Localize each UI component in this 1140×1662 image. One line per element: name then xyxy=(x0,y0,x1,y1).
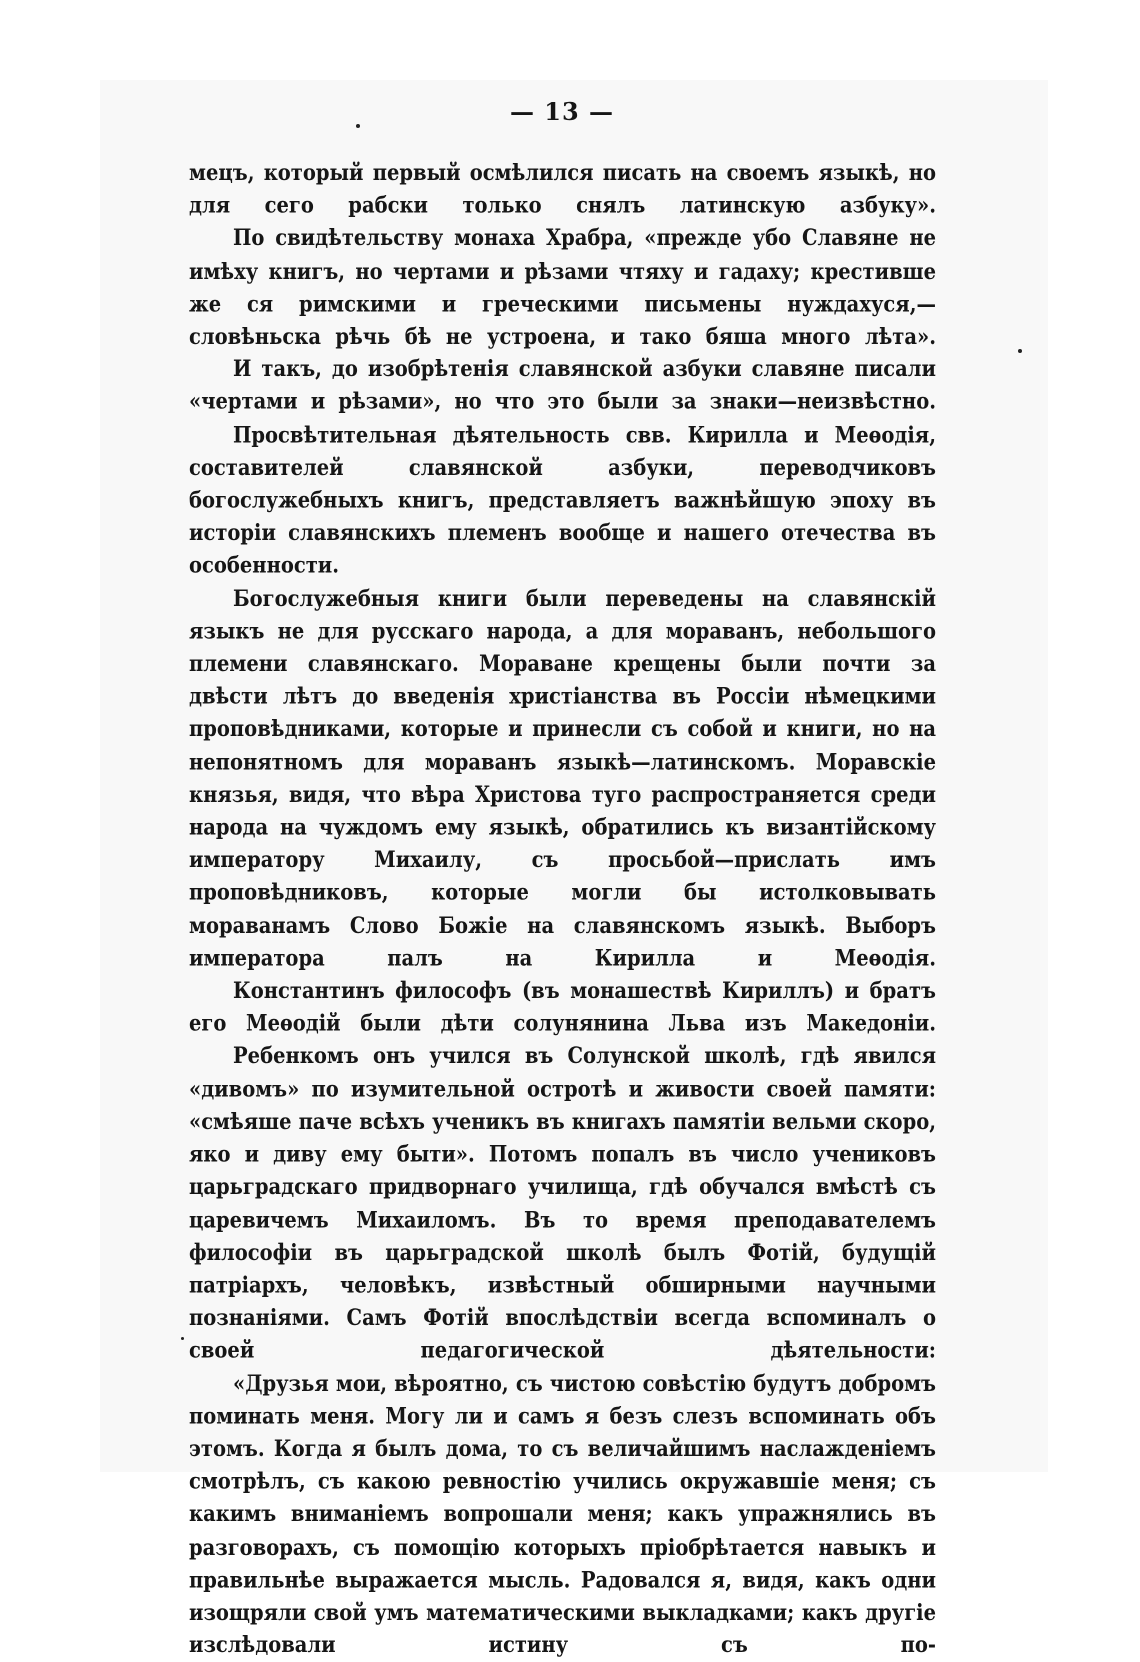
paragraph-7: Ребенкомъ онъ учился въ Солунской школѣ, гдѣ явился «дивомъ» по изумительной остротѣ и живости своей памяти: «смѣяше паче всѣхъ ученикъ въ книгахъ памятіи вельми скоро, яко и диву ему быти». Потомъ попалъ въ число учениковъ царьградскаго придворнаго училища, гдѣ обучался вмѣстѣ съ царевичемъ Михаиломъ. Въ то время преподавателемъ философіи въ царьградской школѣ былъ Фотій, будущій патріархъ, человѣкъ, извѣстный обширными научными познаніями. Самъ Фотій впослѣдствіи всегда вспоминалъ о своей педагогической дѣятельности: xyxy=(189,1042,936,1364)
body-text xyxy=(189,157,936,1662)
ink-speck xyxy=(181,1337,184,1340)
paragraph-4: Просвѣтительная дѣятельность свв. Кирилла и Меѳодія, составителей славянской азбуки, переводчиковъ богослужебныхъ книгъ, представляетъ важнѣйшую эпоху въ исторіи славянскихъ племенъ вообще и нашего отечества въ особенности. xyxy=(189,421,936,579)
paragraph-6: Константинъ философъ (въ монашествѣ Кириллъ) и братъ его Меѳодій были дѣти солунянина Льва изъ Македоніи. xyxy=(189,977,936,1037)
ink-speck xyxy=(356,124,360,128)
paragraph-5: Богослужебныя книги были переведены на славянскій языкъ не для русскаго народа, а для моравaнъ, небольшого племени славянскаго. Мораване крещены были почти за двѣсти лѣтъ до введенія христіанства въ Россіи нѣмецкими проповѣдниками, которые и принесли съ собой и книги, но на непонятномъ для моравaнъ языкѣ—латинскомъ. Моравскіе князья, видя, что вѣра Христова туго распространяется среди народа на чуждомъ ему языкѣ, обратились къ византійскому императору Михаилу, съ просьбой—прислать имъ проповѣдниковъ, которые могли бы истолковывать моравaнамъ Слово Божіе на славянскомъ языкѣ. Выборъ императора палъ на Кирилла и Меѳодія. xyxy=(189,584,936,972)
paragraph-3: И такъ, до изобрѣтенія славянской азбуки славяне писали «чертами и рѣзами», но что это были за знаки—неизвѣстно. xyxy=(189,355,936,416)
paragraph-2: По свидѣтельству монаха Храбра, «прежде убо Славяне не имѣху книгъ, но чертами и рѣзами чтяху и гадаху; крестивше же ся римскими и греческими письмены нуждахуся,—словѣньска рѣчь бѣ не устроена, и тако бяша много лѣта». xyxy=(189,224,936,350)
paragraph-1: мецъ, который первый осмѣлился писать на своемъ языкѣ, но для сего рабски только снялъ латинскую азбуку». xyxy=(189,159,936,219)
ink-speck xyxy=(1018,349,1022,353)
page-number: — 13 — xyxy=(509,97,615,126)
paragraph-8: «Друзья мои, вѣроятно, съ чистою совѣстію будутъ добромъ поминать меня. Могу ли и самъ я безъ слезъ вспоминать объ этомъ. Когда я былъ дома, то съ величайшимъ наслажденіемъ смотрѣлъ, съ какою ревностію учились окружавшіе меня; съ какимъ вниманіемъ вопрошали меня; какъ упражнялись въ разговорахъ, съ помощію которыхъ пріобрѣтается навыкъ и правильнѣе выражается мысль. Радовался я, видя, какъ одни изощряли свой умъ математическими выкладками; какъ другіе изслѣдовали истину съ по- xyxy=(189,1369,936,1659)
